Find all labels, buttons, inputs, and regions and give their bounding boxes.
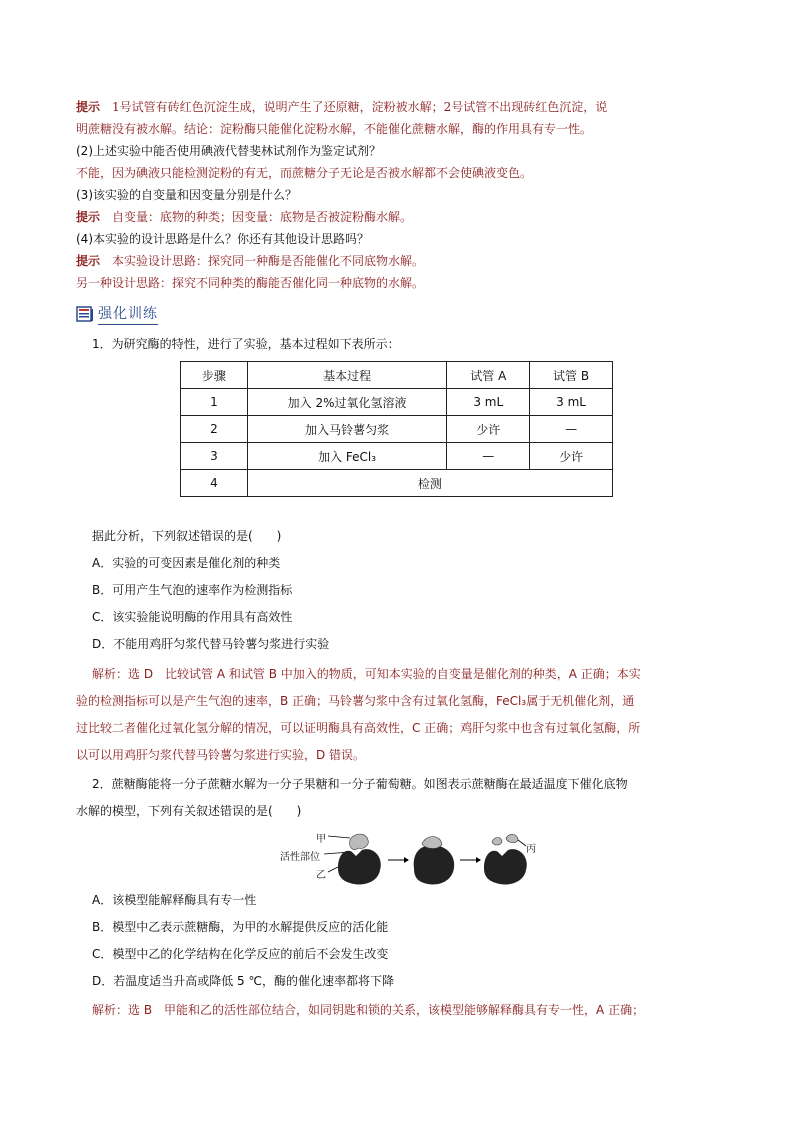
q2-analysis: 解析：选 B 甲能和乙的活性部位结合，如同钥匙和锁的关系，该模型能够解释酶具有专一性，A 正确； — [92, 1003, 645, 1017]
hint-3-text: 自变量：底物的种类；因变量：底物是否被淀粉酶水解。 — [100, 210, 413, 224]
table-cell: 加入 FeCl₃ — [247, 443, 447, 470]
table-row — [181, 389, 613, 416]
table-header-cell: 试管 B — [530, 362, 613, 389]
table-cell: — — [530, 416, 613, 443]
table-header-row — [181, 362, 613, 389]
table-header-cell: 试管 A — [447, 362, 530, 389]
q1-option-a: A．实验的可变因素是催化剂的种类 — [92, 556, 281, 570]
product-2 — [506, 834, 518, 842]
q1-option-c: C．该实验能说明酶的作用具有高效性 — [92, 610, 293, 624]
experiment-steps-table — [180, 361, 613, 497]
arrow-2-head — [476, 857, 481, 863]
label-jia: 甲 — [316, 834, 326, 845]
table-cell: 3 mL — [447, 389, 530, 416]
enzyme-yi-2 — [484, 849, 527, 884]
enzyme-model-graphic — [280, 828, 540, 888]
hint-3-label: 提示 — [76, 210, 101, 224]
table-cell: 加入 2%过氧化氢溶液 — [247, 389, 447, 416]
table-cell: 加入马铃薯匀浆 — [247, 416, 447, 443]
label-bing: 丙 — [526, 844, 536, 855]
table-cell: 2 — [181, 416, 248, 443]
q1-analysis-line-3: 过比较二者催化过氧化氢分解的情况，可以证明酶具有高效性，C 正确；鸡肝匀浆中也含有过氧化氢酶，所 — [76, 721, 641, 735]
question-2: (2)上述实验中能否使用碘液代替斐林试剂作为鉴定试剂？ — [76, 144, 382, 158]
hint-4-line — [76, 250, 424, 272]
hint-1-text: 1号试管有砖红色沉淀生成，说明产生了还原糖，淀粉被水解；2号试管不出现砖红色沉淀，说 — [100, 100, 608, 114]
hint-4-label: 提示 — [76, 254, 101, 268]
table-cell-merged: 检测 — [247, 470, 612, 497]
hint-1-label: 提示 — [76, 100, 101, 114]
q2-option-b: B．模型中乙表示蔗糖酶，为甲的水解提供反应的活化能 — [92, 920, 389, 934]
training-book-icon — [76, 305, 94, 323]
table-cell: 3 mL — [530, 389, 613, 416]
table-cell: 少许 — [447, 416, 530, 443]
question-3: (3)该实验的自变量和因变量分别是什么？ — [76, 188, 297, 202]
hint-3-line — [76, 206, 412, 228]
table-header-cell: 基本过程 — [247, 362, 447, 389]
table-row — [181, 416, 613, 443]
q2-stem-1: 2．蔗糖酶能将一分子蔗糖水解为一分子果糖和一分子葡萄糖。如图表示蔗糖酶在最适温度下催化底物 — [92, 777, 628, 791]
table-cell: 4 — [181, 470, 248, 497]
table-row — [181, 443, 613, 470]
q1-option-b: B．可用产生气泡的速率作为检测指标 — [92, 583, 293, 597]
table-cell: 少许 — [530, 443, 613, 470]
answer-4-alt: 另一种设计思路：探究不同种类的酶能否催化同一种底物的水解。 — [76, 276, 425, 290]
hint-1-continuation: 明蔗糖没有被水解。结论：淀粉酶只能催化淀粉水解，不能催化蔗糖水解，酶的作用具有专一性。 — [76, 122, 593, 136]
q1-analysis-line-1: 解析：选 D 比较试管 A 和试管 B 中加入的物质，可知本实验的自变量是催化剂的种类，A 正确；本实 — [92, 667, 641, 681]
enzyme-model-diagram — [280, 828, 540, 888]
table-cell: — — [447, 443, 530, 470]
table-header-cell: 步骤 — [181, 362, 248, 389]
hint-1-line — [76, 96, 607, 118]
enzyme-yi-1 — [338, 849, 381, 884]
section-title: 强化训练 — [98, 303, 158, 325]
q2-option-a: A．该模型能解释酶具有专一性 — [92, 893, 257, 907]
substrate-bound — [422, 837, 442, 849]
section-header — [76, 303, 158, 325]
q1-option-d: D．不能用鸡肝匀浆代替马铃薯匀浆进行实验 — [92, 637, 330, 651]
q2-option-c: C．模型中乙的化学结构在化学反应的前后不会发生改变 — [92, 947, 389, 961]
arrow-1-head — [404, 857, 409, 863]
answer-2: 不能，因为碘液只能检测淀粉的有无，而蔗糖分子无论是否被水解都不会使碘液变色。 — [76, 166, 533, 180]
hint-4-text: 本实验设计思路：探究同一种酶是否能催化不同底物水解。 — [100, 254, 425, 268]
enzyme-complex — [414, 846, 454, 885]
leader-line-bing — [518, 840, 526, 846]
q2-option-d: D．若温度适当升高或降低 5 ℃，酶的催化速率都将下降 — [92, 974, 394, 988]
product-1 — [492, 838, 502, 846]
q1-analysis-line-2: 验的检测指标可以是产生气泡的速率，B 正确；马铃薯匀浆中含有过氧化氢酶，FeCl₃属于无机催化剂，通 — [76, 694, 635, 708]
label-yi: 乙 — [316, 870, 326, 881]
q1-analysis-line-4: 以可以用鸡肝匀浆代替马铃薯匀浆进行实验，D 错误。 — [76, 748, 366, 762]
q1-stem: 1．为研究酶的特性，进行了实验，基本过程如下表所示： — [92, 337, 400, 351]
leader-line-jia — [328, 836, 350, 838]
question-4: (4)本实验的设计思路是什么？你还有其他设计思路吗？ — [76, 232, 370, 246]
label-active-site: 活性部位 — [280, 852, 320, 863]
q2-stem-2: 水解的模型，下列有关叙述错误的是( ) — [76, 804, 302, 818]
table-row — [181, 470, 613, 497]
q1-prompt: 据此分析，下列叙述错误的是( ) — [92, 529, 282, 543]
table-cell: 1 — [181, 389, 248, 416]
table-cell: 3 — [181, 443, 248, 470]
substrate-jia — [350, 834, 369, 850]
